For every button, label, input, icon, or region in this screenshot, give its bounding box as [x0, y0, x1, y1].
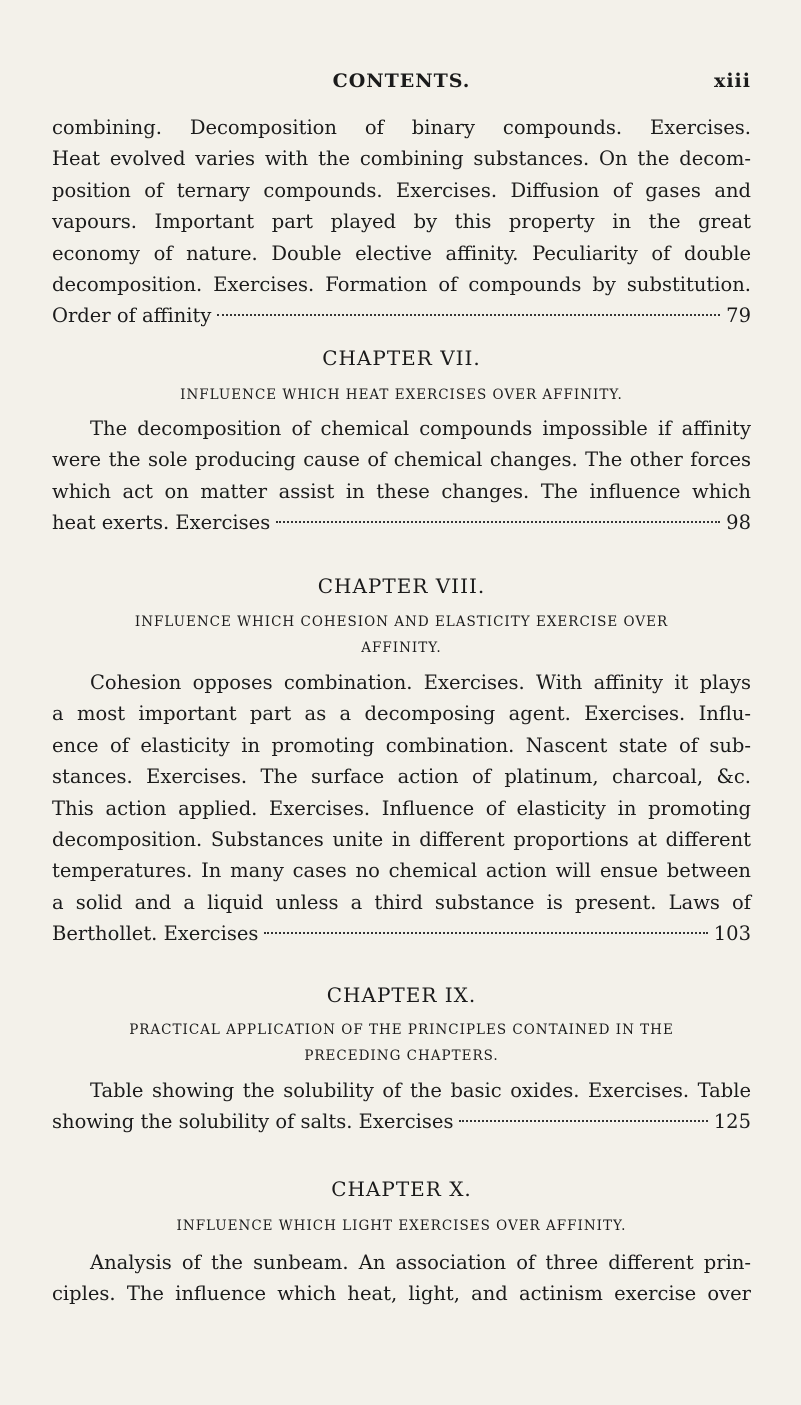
chapter-subtitle	[52, 1017, 751, 1069]
intro-entry	[52, 112, 751, 332]
text-line: temperatures. In many cases no chemical action will ensue between	[52, 859, 751, 883]
entry-page-number: 103	[713, 922, 751, 946]
chapter-entry	[52, 667, 751, 950]
text-line: stances. Exercises. The surface action of platinum, charcoal, &c.	[52, 765, 751, 789]
running-head	[52, 70, 751, 100]
chapter-entry	[52, 1247, 751, 1310]
text-line: This action applied. Exercises. Influence of elasticity in promoting	[52, 796, 751, 820]
page-number: xiii	[714, 70, 751, 92]
chapter-subtitle	[52, 382, 751, 408]
toc-entry-line	[52, 300, 751, 331]
text-line: combining. Decomposition of binary compounds. Exercises.	[52, 116, 751, 139]
entry-text: showing the solubility of salts. Exercises	[52, 1110, 454, 1134]
chapter-subtitle	[52, 609, 751, 661]
text-line: position of ternary compounds. Exercises. Diffusion of gases and	[52, 178, 751, 202]
text-line: Cohesion opposes combination. Exercises. With affinity it plays	[90, 671, 751, 694]
entry-text: Berthollet. Exercises	[52, 922, 259, 946]
toc-entry-line	[52, 918, 751, 949]
chapter-heading: CHAPTER VII.	[322, 346, 481, 370]
chapter-subtitle	[52, 1213, 751, 1239]
text-line: decomposition. Substances unite in different proportions at different	[52, 828, 751, 852]
subtitle-line: AFFINITY.	[361, 640, 442, 656]
text-line: were the sole producing cause of chemical changes. The other forces	[52, 448, 751, 472]
text-line: decomposition. Exercises. Formation of compounds by substitution.	[52, 273, 751, 297]
text-line: The decomposition of chemical compounds impossible if affinity	[90, 417, 751, 440]
entry-text: Order of affinity	[52, 304, 212, 328]
running-head-title: CONTENTS.	[332, 70, 471, 92]
subtitle-line: INFLUENCE WHICH LIGHT EXERCISES OVER AFFINITY.	[176, 1218, 627, 1234]
text-line: ciples. The influence which heat, light, and actinism exercise over	[52, 1282, 751, 1306]
text-line: which act on matter assist in these changes. The influence which	[52, 479, 751, 503]
text-line: Heat evolved varies with the combining substances. On the decom-	[52, 147, 751, 171]
subtitle-line: PRACTICAL APPLICATION OF THE PRINCIPLES CONTAINED IN THE	[129, 1022, 674, 1038]
chapter-entry	[52, 1075, 751, 1138]
text-line: Analysis of the sunbeam. An association of three different prin-	[90, 1251, 751, 1274]
text-line: vapours. Important part played by this property in the great	[52, 210, 751, 234]
entry-text: heat exerts. Exercises	[52, 511, 271, 535]
dot-leader	[217, 314, 720, 316]
dot-leader	[459, 1120, 707, 1122]
dot-leader	[276, 521, 720, 523]
dot-leader	[264, 932, 707, 934]
text-line: economy of nature. Double elective affinity. Peculiarity of double	[52, 241, 751, 265]
text-line: Table showing the solubility of the basic oxides. Exercises. Table	[90, 1079, 751, 1102]
text-line: a solid and a liquid unless a third substance is present. Laws of	[52, 890, 751, 914]
text-line: a most important part as a decomposing agent. Exercises. Influ-	[52, 702, 751, 726]
toc-entry-line	[52, 507, 751, 538]
entry-page-number: 98	[726, 511, 751, 535]
subtitle-line: INFLUENCE WHICH HEAT EXERCISES OVER AFFINITY.	[180, 387, 623, 403]
entry-page-number: 79	[726, 304, 751, 328]
chapter-heading: CHAPTER X.	[331, 1177, 472, 1201]
text-line: ence of elasticity in promoting combination. Nascent state of sub-	[52, 733, 751, 757]
subtitle-line: INFLUENCE WHICH COHESION AND ELASTICITY EXERCISE OVER	[134, 614, 669, 630]
chapter-heading: CHAPTER VIII.	[317, 574, 486, 598]
chapter-heading: CHAPTER IX.	[326, 983, 477, 1007]
toc-entry-line	[52, 1106, 751, 1137]
entry-page-number: 125	[713, 1110, 751, 1134]
subtitle-line: PRECEDING CHAPTERS.	[304, 1048, 499, 1064]
chapter-entry	[52, 413, 751, 539]
